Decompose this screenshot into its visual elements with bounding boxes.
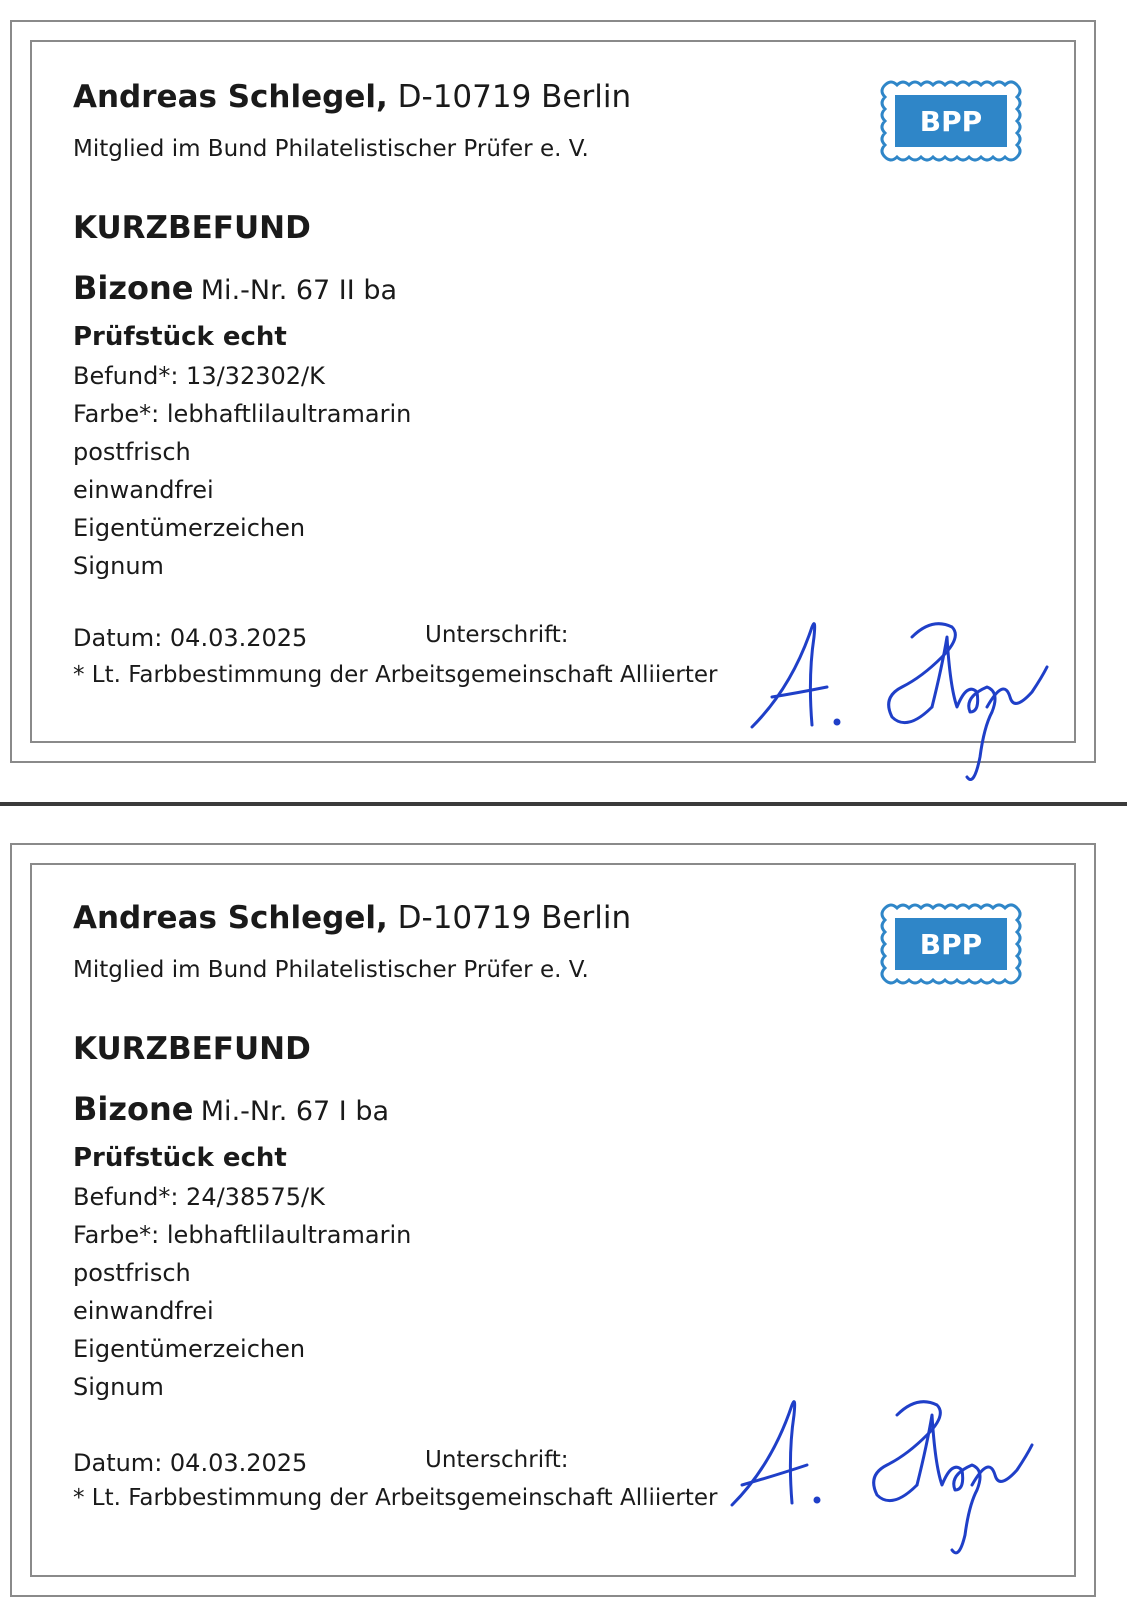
owner-mark-line: Eigentümerzeichen xyxy=(73,1335,306,1363)
befund-number: Befund*: 13/32302/K xyxy=(73,362,325,390)
issuer-name: Andreas Schlegel, xyxy=(73,900,388,936)
certificate-card-1 xyxy=(10,20,1096,763)
certificate-card-2 xyxy=(10,843,1096,1597)
date-line: Datum: 04.03.2025 xyxy=(73,624,308,652)
document-heading: KURZBEFUND xyxy=(73,1031,311,1067)
issuer-header xyxy=(73,79,631,115)
handwritten-signature xyxy=(742,597,1062,797)
condition-line: postfrisch xyxy=(73,438,191,466)
bpp-stamp-icon xyxy=(877,77,1025,163)
verdict: Prüfstück echt xyxy=(73,1143,287,1173)
color-line: Farbe*: lebhaftlilaultramarin xyxy=(73,1221,412,1249)
bpp-stamp-label: BPP xyxy=(919,928,983,961)
footnote: * Lt. Farbbestimmung der Arbeitsgemeinschaft Alliierter xyxy=(73,1485,718,1511)
date-line: Datum: 04.03.2025 xyxy=(73,1449,308,1477)
membership-line: Mitglied im Bund Philatelistischer Prüfer e. V. xyxy=(73,136,589,162)
bpp-stamp-icon xyxy=(877,900,1025,986)
handwritten-signature xyxy=(722,1365,1042,1565)
certificate-inner-border xyxy=(30,40,1076,743)
page-divider xyxy=(0,802,1127,806)
footnote: * Lt. Farbbestimmung der Arbeitsgemeinschaft Alliierter xyxy=(73,662,718,688)
condition-line: postfrisch xyxy=(73,1259,191,1287)
catalog-number: Mi.-Nr. 67 II ba xyxy=(200,275,398,306)
issuer-name: Andreas Schlegel, xyxy=(73,79,388,115)
membership-line: Mitglied im Bund Philatelistischer Prüfer e. V. xyxy=(73,957,589,983)
signum-line: Signum xyxy=(73,552,164,580)
befund-number: Befund*: 24/38575/K xyxy=(73,1183,325,1211)
stamp-area: Bizone xyxy=(73,1090,194,1128)
stamp-designation xyxy=(73,1090,389,1128)
catalog-number: Mi.-Nr. 67 I ba xyxy=(200,1096,390,1127)
signature-label: Unterschrift: xyxy=(425,622,569,648)
quality-line: einwandfrei xyxy=(73,476,214,504)
certificate-inner-border xyxy=(30,863,1076,1577)
issuer-location: D-10719 Berlin xyxy=(397,900,632,936)
issuer-header xyxy=(73,900,631,936)
color-line: Farbe*: lebhaftlilaultramarin xyxy=(73,400,412,428)
signature-label: Unterschrift: xyxy=(425,1447,569,1473)
verdict: Prüfstück echt xyxy=(73,322,287,352)
owner-mark-line: Eigentümerzeichen xyxy=(73,514,306,542)
bpp-stamp-label: BPP xyxy=(919,105,983,138)
issuer-location: D-10719 Berlin xyxy=(397,79,632,115)
document-heading: KURZBEFUND xyxy=(73,210,311,246)
quality-line: einwandfrei xyxy=(73,1297,214,1325)
stamp-area: Bizone xyxy=(73,269,194,307)
stamp-designation xyxy=(73,269,397,307)
signum-line: Signum xyxy=(73,1373,164,1401)
